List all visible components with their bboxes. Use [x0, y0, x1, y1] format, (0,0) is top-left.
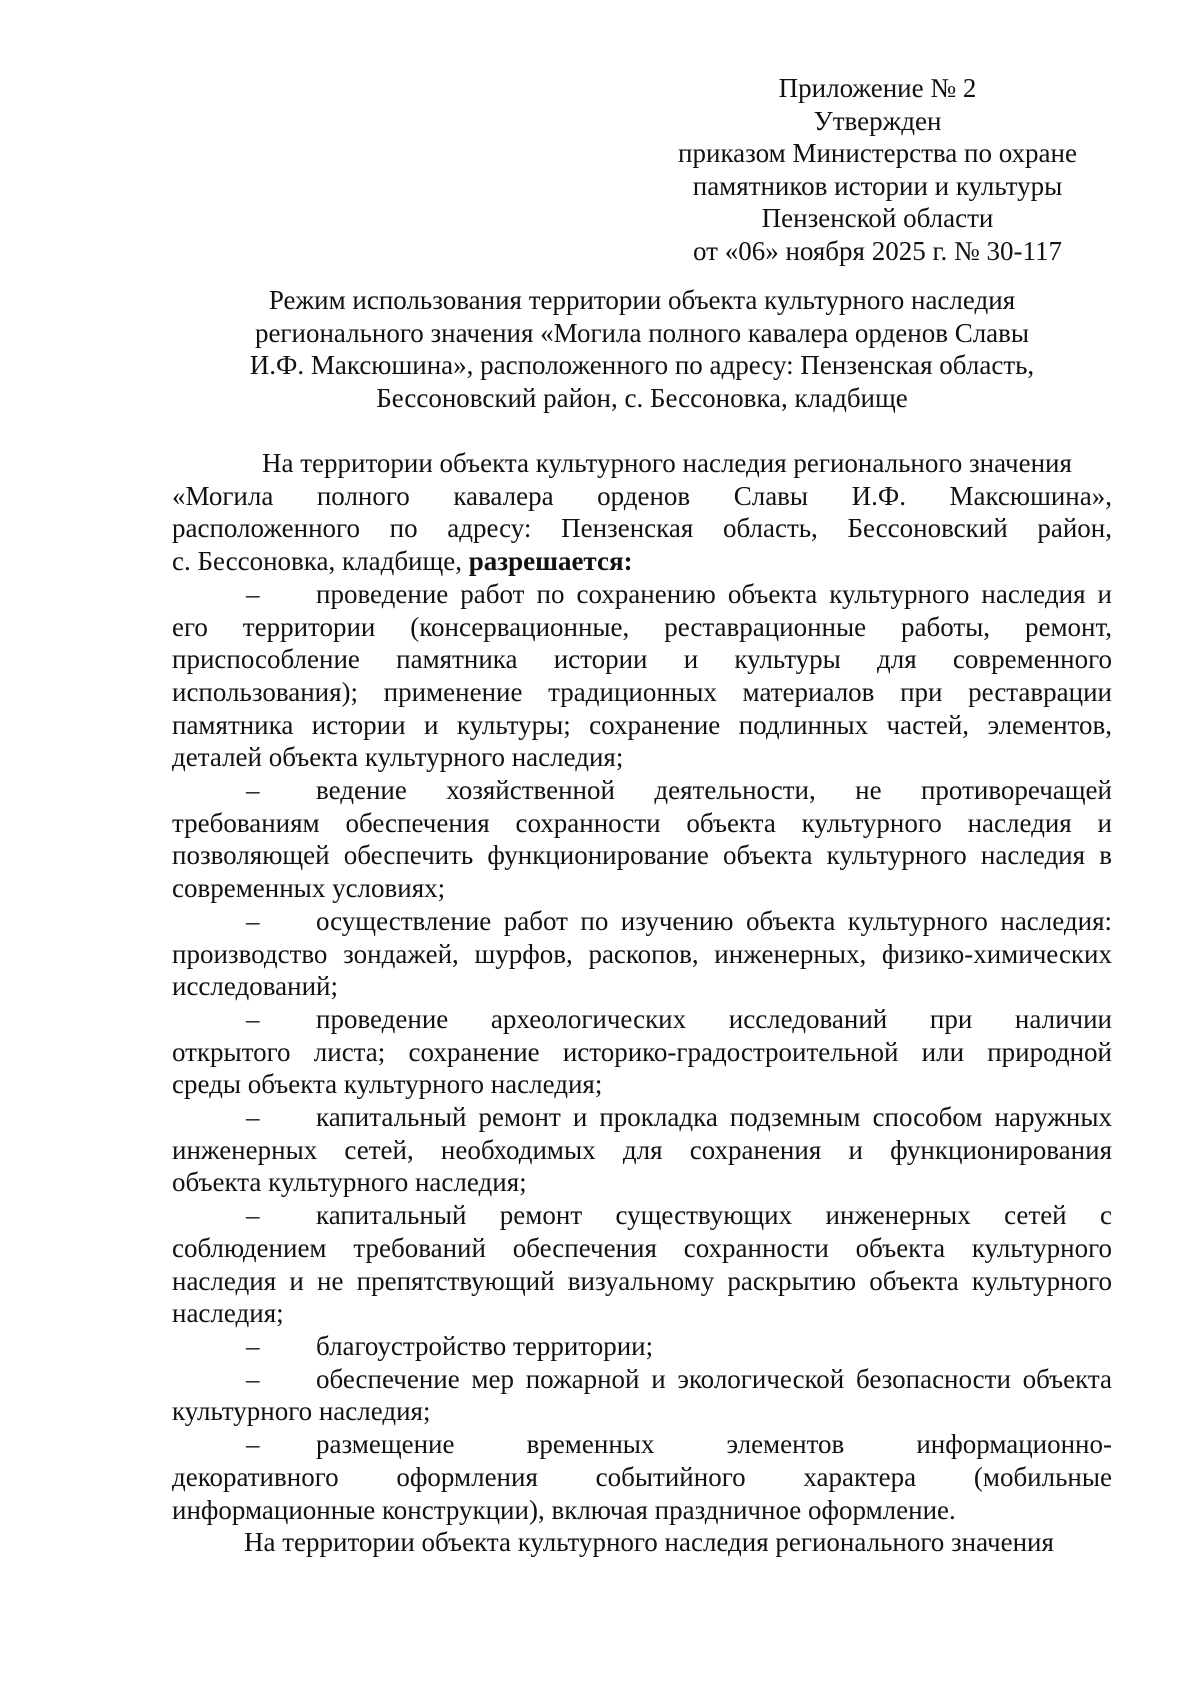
list-item-line: культурного наследия;	[172, 1396, 431, 1427]
title-line: И.Ф. Максюшина», расположенного по адресу: Пензенская область,	[249, 350, 1035, 380]
permitted-label: разрешается:	[468, 546, 633, 577]
intro-line: расположенного по адресу: Пензенская область, Бессоновский район,	[172, 513, 1112, 544]
dash-marker: –	[246, 1330, 260, 1361]
list-item-line: приспособление памятника истории и культуры для современного	[172, 644, 1112, 675]
list-item	[172, 578, 1112, 774]
approval-date-number: от «06» ноября 2025 г. № 30-117	[693, 235, 1062, 266]
title-line: Режим использования территории объекта культурного наследия	[268, 285, 1016, 315]
list-item-line: его территории (консервационные, реставрационные работы, ремонт,	[172, 611, 1112, 642]
list-item-first-line	[172, 1101, 1112, 1134]
dash-marker: –	[246, 1003, 260, 1034]
list-item-line: наследия;	[172, 1298, 284, 1329]
list-item	[172, 905, 1112, 1003]
list-item-line: памятника истории и культуры; сохранение подлинных частей, элементов,	[172, 709, 1112, 740]
list-item-first-line	[172, 1330, 1112, 1363]
list-item-text: благоустройство территории;	[316, 1330, 654, 1361]
list-item-first-line	[172, 774, 1112, 807]
list-item	[172, 1101, 1112, 1199]
approval-order: приказом Министерства по охране	[678, 138, 1077, 169]
list-item-first-line	[172, 905, 1112, 938]
final-paragraph	[172, 1526, 1112, 1559]
list-item-text: проведение работ по сохранению объекта культурного наследия и	[316, 578, 1112, 609]
list-item-first-line	[172, 1363, 1112, 1396]
list-item-text: размещение временных элементов информационно-	[316, 1429, 1112, 1460]
dash-marker: –	[246, 1102, 260, 1133]
list-item-line: соблюдением требований обеспечения сохранности объекта культурного	[172, 1232, 1112, 1263]
list-item	[172, 1363, 1112, 1428]
list-item-line: открытого листа; сохранение историко-градостроительной или природной	[172, 1036, 1112, 1067]
intro-line-last	[172, 545, 1112, 578]
list-item-line: современных условиях;	[172, 873, 446, 904]
list-item-line: исследований;	[172, 971, 338, 1002]
list-item	[172, 1003, 1112, 1101]
list-item-line: инженерных сетей, необходимых для сохранения и функционирования	[172, 1134, 1112, 1165]
list-item-text: капитальный ремонт существующих инженерных сетей с	[316, 1200, 1112, 1231]
list-item-line: информационные конструкции), включая праздничное оформление.	[172, 1494, 956, 1525]
list-item-text: осуществление работ по изучению объекта культурного наследия:	[316, 905, 1112, 936]
approval-block	[640, 72, 1115, 268]
list-item-first-line	[172, 1199, 1112, 1232]
list-item-line: среды объекта культурного наследия;	[172, 1069, 603, 1100]
list-item-line: декоративного оформления событийного характера (мобильные	[172, 1461, 1112, 1492]
list-item	[172, 1330, 1112, 1363]
document-title	[172, 284, 1112, 414]
list-item-first-line	[172, 1428, 1112, 1461]
intro-paragraph	[172, 447, 1112, 578]
list-item-text: проведение археологических исследований при наличии	[316, 1003, 1112, 1034]
title-line: регионального значения «Могила полного кавалера орденов Славы	[254, 317, 1030, 348]
list-item-line: объекта культурного наследия;	[172, 1167, 527, 1198]
dash-marker: –	[246, 905, 260, 936]
list-item	[172, 774, 1112, 905]
list-item-text: ведение хозяйственной деятельности, не противоречащей	[316, 775, 1112, 806]
permitted-list	[172, 578, 1112, 1526]
document-body	[172, 447, 1112, 1559]
list-item-line: использования); применение традиционных материалов при реставрации	[172, 676, 1112, 707]
title-line: Бессоновский район, с. Бессоновка, кладбище	[376, 382, 908, 413]
list-item-line: позволяющей обеспечить функционирование объекта культурного наследия в	[172, 840, 1112, 871]
list-item-text: обеспечение мер пожарной и экологической безопасности объекта	[316, 1363, 1112, 1394]
approval-approved: Утвержден	[813, 105, 942, 136]
dash-marker: –	[246, 578, 260, 609]
dash-marker: –	[246, 1429, 260, 1460]
intro-line: На территории объекта культурного наследия регионального значения	[262, 448, 1072, 478]
dash-marker: –	[246, 775, 260, 806]
list-item-first-line	[172, 578, 1112, 611]
list-item-line: наследия и не препятствующий визуальному раскрытию объекта культурного	[172, 1265, 1112, 1296]
list-item-line: производство зондажей, шурфов, раскопов, инженерных, физико-химических	[172, 938, 1112, 969]
list-item	[172, 1199, 1112, 1330]
intro-text: с. Бессоновка, кладбище,	[172, 546, 463, 577]
list-item-line: деталей объекта культурного наследия;	[172, 742, 624, 773]
list-item-text: капитальный ремонт и прокладка подземным способом наружных	[316, 1102, 1112, 1133]
list-item	[172, 1428, 1112, 1526]
list-item-line: требованиям обеспечения сохранности объекта культурного наследия и	[172, 807, 1112, 838]
approval-region: Пензенской области	[761, 203, 994, 234]
approval-appendix: Приложение № 2	[778, 73, 977, 103]
intro-line: «Могила полного кавалера орденов Славы И.Ф. Максюшина»,	[172, 480, 1112, 511]
dash-marker: –	[246, 1200, 260, 1231]
dash-marker: –	[246, 1363, 260, 1394]
list-item-first-line	[172, 1003, 1112, 1036]
final-line: На территории объекта культурного наследия регионального значения	[244, 1527, 1054, 1558]
approval-order-cont: памятников истории и культуры	[692, 170, 1063, 201]
